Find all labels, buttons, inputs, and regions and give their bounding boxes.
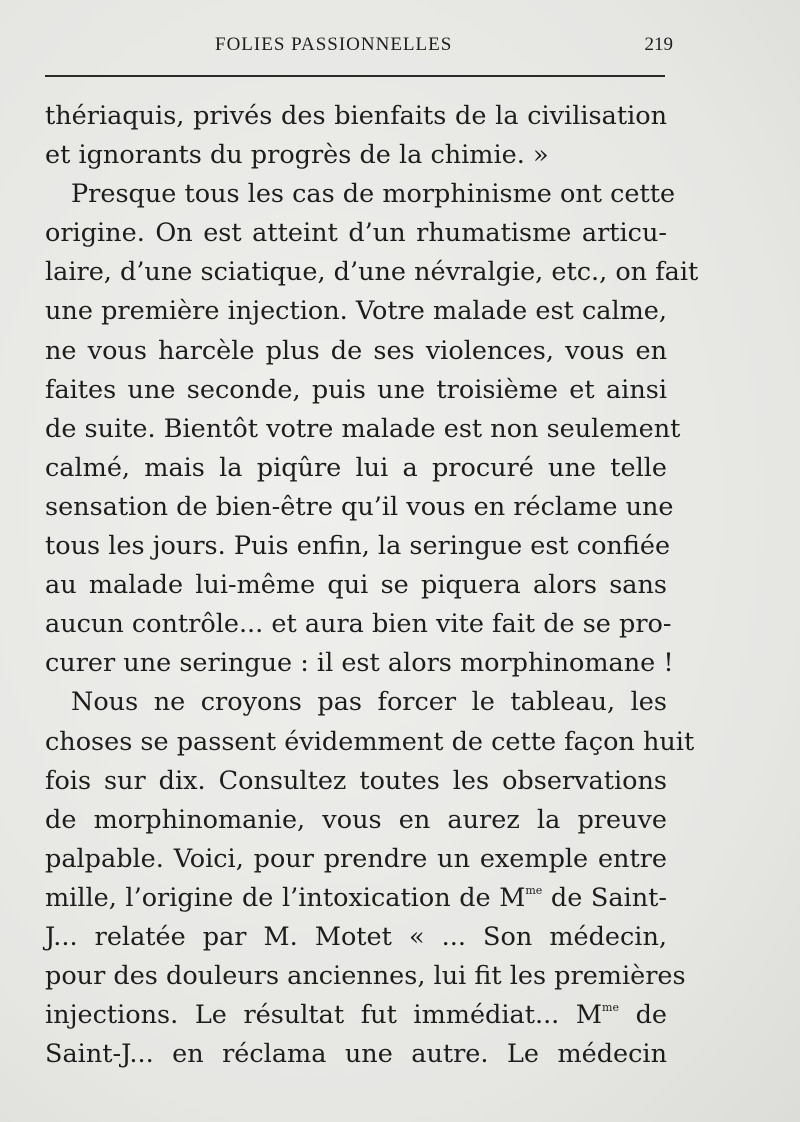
text-line [45,840,667,879]
text-line [45,683,667,722]
text-line [45,488,674,527]
text-line [45,801,667,840]
line-text-continued: de Saint- [542,882,667,913]
line-text: origine. On est atteint d’un rhumatisme articu- [45,218,667,249]
page-number: 219 [644,34,673,55]
line-text: calmé, mais la piqûre lui a procuré une telle [45,452,667,483]
text-line [45,566,667,605]
line-text: Nous ne croyons pas forcer le tableau, les [71,687,667,718]
line-text: choses se passent évidemment de cette façon huit [45,726,695,757]
text-line [45,918,667,957]
line-text: tous les jours. Puis enfin, la seringue est confiée [45,531,671,562]
line-text: de morphinomanie, vous en aurez la preuve [45,804,667,835]
line-text: sensation de bien-être qu’il vous en réclame une [45,491,674,522]
line-text: ne vous harcèle plus de ses violences, vous en [45,335,667,366]
text-line [45,175,676,214]
line-text: laire, d’une sciatique, d’une névralgie, etc., on fait [45,257,699,288]
line-text: Presque tous les cas de morphinisme ont cette [71,179,676,210]
text-line [45,996,667,1035]
text-line [45,527,671,566]
line-text: de suite. Bientôt votre malade est non seulement [45,413,681,444]
body-text [45,97,699,1074]
text-line [45,762,667,801]
line-text: une première injection. Votre malade est calme, [45,296,667,327]
line-text: thériaquis, privés des bienfaits de la civilisation [45,101,667,131]
running-head: FOLIES PASSIONNELLES [215,34,453,55]
text-line [45,644,674,683]
text-line [45,253,699,292]
line-text: pour des douleurs anciennes, lui fit les premières [45,961,686,992]
line-text: aucun contrôle... et aura bien vite fait de se pro- [45,609,672,640]
line-text: mille, l’origine de l’intoxication de M [45,882,526,913]
line-text: fois sur dix. Consultez toutes les observations [45,765,667,796]
line-text: injections. Le résultat fut immédiat... M [45,1000,603,1031]
line-text-continued: de [618,1000,667,1031]
line-text: palpable. Voici, pour prendre un exemple entre [45,843,667,874]
text-line [45,723,695,762]
text-line [45,449,667,488]
header-rule [45,75,665,77]
text-line [45,410,681,449]
line-text: curer une seringue : il est alors morphinomane ! [45,648,674,679]
text-line [45,879,667,918]
text-line [45,214,667,253]
text-line [45,332,667,371]
text-line [45,957,686,996]
text-line [45,371,667,410]
text-line [45,97,667,136]
text-line [45,136,667,175]
text-line [45,605,672,644]
line-text: faites une seconde, puis une troisième et ainsi [45,374,667,405]
line-text: J... relatée par M. Motet « ... Son médecin, [45,921,667,952]
page-header [45,34,673,64]
text-line [45,1035,667,1074]
line-text: Saint-J... en réclama une autre. Le médecin [45,1039,667,1070]
text-line [45,292,667,331]
superscript: me [602,1001,619,1015]
line-text: et ignorants du progrès de la chimie. » [45,140,549,171]
line-text: au malade lui-même qui se piquera alors sans [45,570,667,601]
superscript: me [525,883,543,897]
